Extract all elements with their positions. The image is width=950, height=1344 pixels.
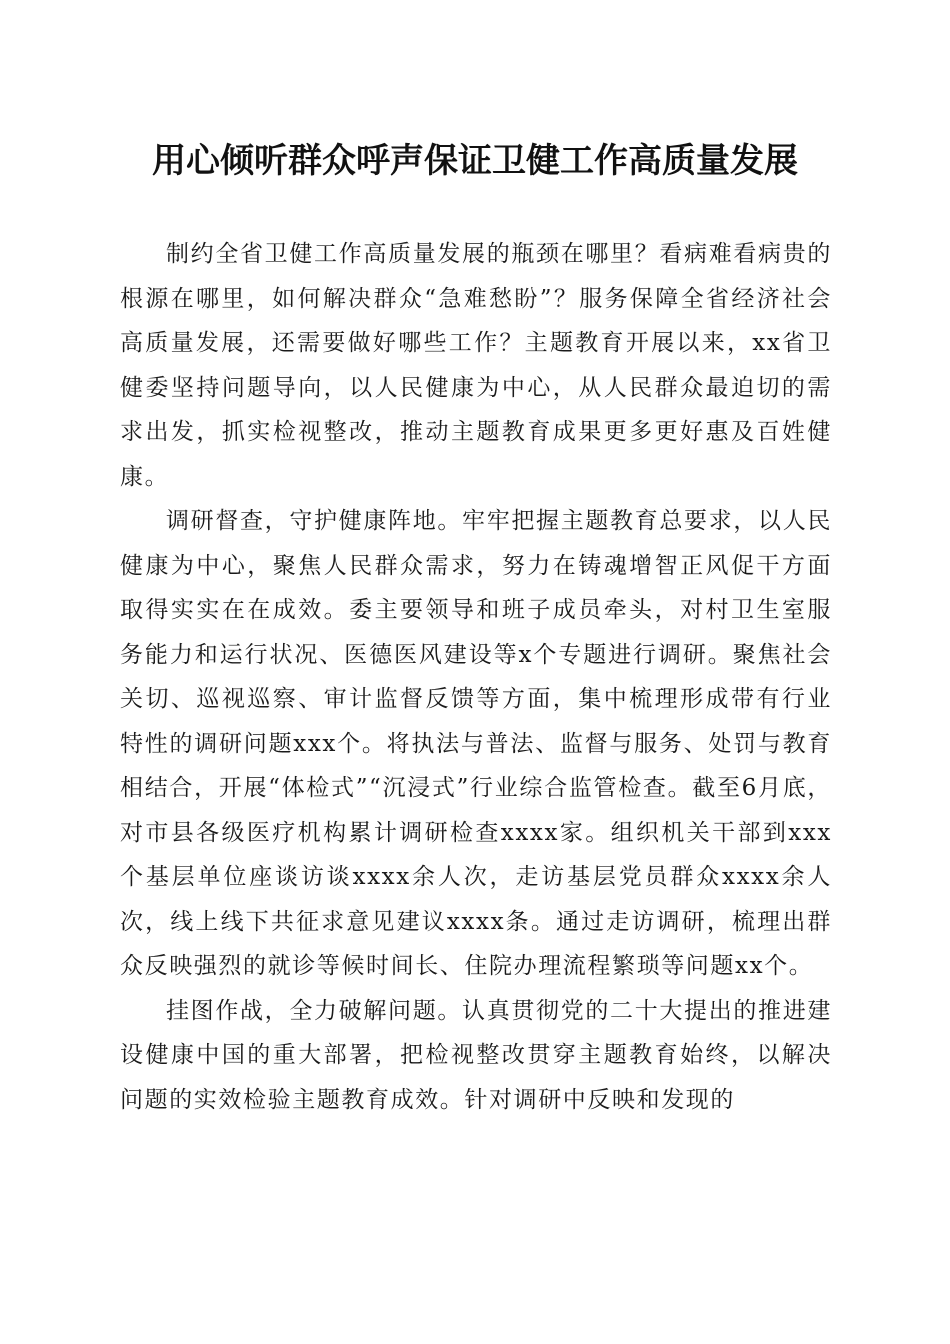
document-body: [120, 232, 832, 1122]
paragraph-intro: 制约全省卫健工作高质量发展的瓶颈在哪里？看病难看病贵的根源在哪里，如何解决群众“急难愁盼”？服务保障全省经济社会高质量发展，还需要做好哪些工作？主题教育开展以来，xx省卫健委坚持问题导向，以人民健康为中心，从人民群众最迫切的需求出发，抓实检视整改，推动主题教育成果更多更好惠及百姓健康。: [120, 241, 832, 490]
paragraph-problem-solving: 挂图作战，全力破解问题。认真贯彻党的二十大提出的推进建设健康中国的重大部署，把检视整改贯穿主题教育始终，以解决问题的实效检验主题教育成效。针对调研中反映和发现的: [120, 997, 832, 1113]
document-title: 用心倾听群众呼声保证卫健工作高质量发展: [152, 141, 798, 181]
paragraph-research-inspection: 调研督查，守护健康阵地。牢牢把握主题教育总要求，以人民健康为中心，聚焦人民群众需求，努力在铸魂增智正风促干方面取得实实在在成效。委主要领导和班子成员牵头，对村卫生室服务能力和运行状况、医德医风建设等x个专题进行调研。聚焦社会关切、巡视巡察、审计监督反馈等方面，集中梳理形成带有行业特性的调研问题xxx个。将执法与普法、监督与服务、处罚与教育相结合，开展“体检式”“沉浸式”行业综合监管检查。截至6月底，对市县各级医疗机构累计调研检查xxxx家。组织机关干部到xxx个基层单位座谈访谈xxxx余人次，走访基层党员群众xxxx余人次，线上线下共征求意见建议xxxx条。通过走访调研，梳理出群众反映强烈的就诊等候时间长、住院办理流程繁琐等问题xx个。: [120, 508, 832, 979]
